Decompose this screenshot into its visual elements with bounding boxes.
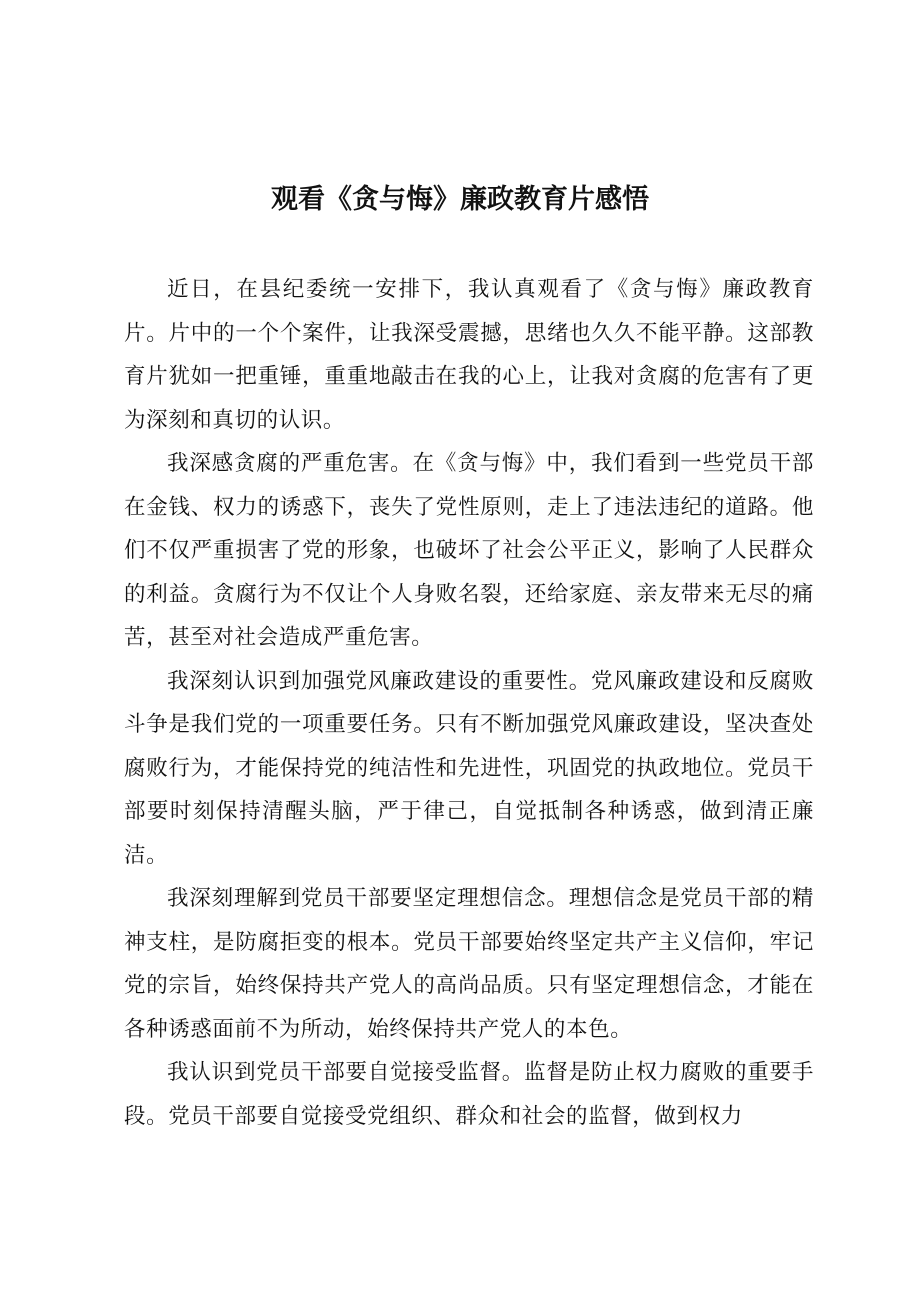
- paragraph: 近日，在县纪委统一安排下，我认真观看了《贪与悔》廉政教育片。片中的一个个案件，让我深受震撼，思绪也久久不能平静。这部教育片犹如一把重锤，重重地敲击在我的心上，让我对贪腐的危害有了更为深刻和真切的认识。: [124, 277, 814, 433]
- paragraph: 我深刻理解到党员干部要坚定理想信念。理想信念是党员干部的精神支柱，是防腐拒变的根本。党员干部要始终坚定共产主义信仰，牢记党的宗旨，始终保持共产党人的高尚品质。只有坚定理想信念，才能在各种诱惑面前不为所动，始终保持共产党人的本色。: [124, 886, 814, 1042]
- document-title: 观看《贪与悔》廉政教育片感悟: [271, 184, 649, 215]
- paragraph: 我深刻认识到加强党风廉政建设的重要性。党风廉政建设和反腐败斗争是我们党的一项重要任务。只有不断加强党风廉政建设，坚决查处腐败行为，才能保持党的纯洁性和先进性，巩固党的执政地位。党员干部要时刻保持清醒头脑，严于律己，自觉抵制各种诱惑，做到清正廉洁。: [124, 668, 814, 868]
- document-body: [124, 268, 814, 1138]
- paragraph: 我认识到党员干部要自觉接受监督。监督是防止权力腐败的重要手段。党员干部要自觉接受党组织、群众和社会的监督，做到权力: [124, 1060, 814, 1129]
- paragraph: 我深感贪腐的严重危害。在《贪与悔》中，我们看到一些党员干部在金钱、权力的诱惑下，丧失了党性原则，走上了违法违纪的道路。他们不仅严重损害了党的形象，也破坏了社会公平正义，影响了人民群众的利益。贪腐行为不仅让个人身败名裂，还给家庭、亲友带来无尽的痛苦，甚至对社会造成严重危害。: [124, 451, 814, 650]
